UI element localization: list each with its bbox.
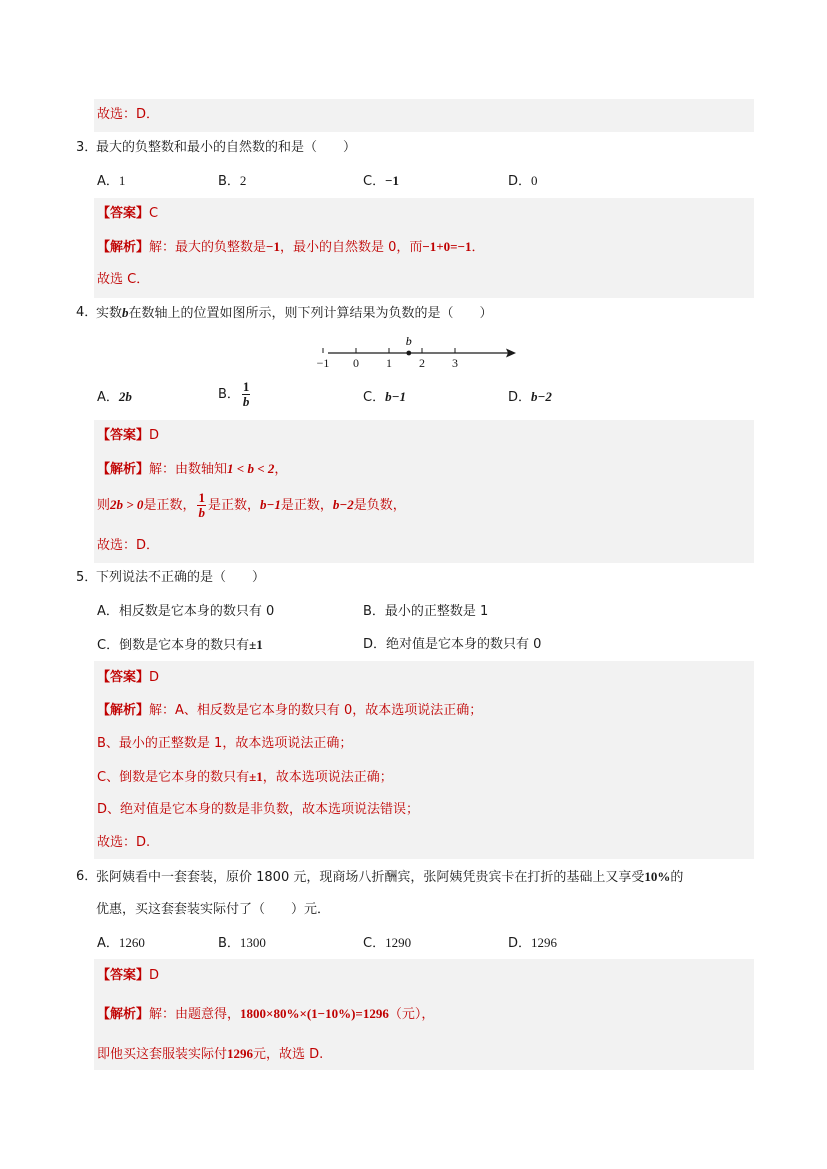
- analysis-text: ，最小的自然数是 0，而: [279, 240, 423, 255]
- option-text: 相反数是它本身的数只有 0: [118, 604, 275, 619]
- fraction-denominator: b: [198, 505, 205, 520]
- q5-answer: [97, 669, 159, 687]
- q3-option-c: [363, 172, 399, 191]
- option-text: 1: [118, 173, 126, 188]
- analysis-text: 解：由数轴知: [149, 462, 228, 477]
- option-text: 2: [239, 173, 247, 188]
- q5-analysis: [97, 702, 482, 720]
- q3-option-b: [218, 172, 246, 191]
- q4-answer-box: [94, 420, 754, 563]
- q3-answer-box: [94, 198, 754, 298]
- option-label: C．: [363, 936, 386, 951]
- q3-number: 3．: [76, 140, 98, 155]
- number-line-tick-label: 1: [386, 356, 392, 370]
- option-label: B．: [218, 387, 240, 402]
- analysis-text: 元，故选 D.: [253, 1047, 324, 1062]
- analysis-text: 解：A、相反数是它本身的数只有 0，故本选项说法正确；: [149, 703, 483, 718]
- q6-option-c: [363, 934, 411, 953]
- option-text: b−2: [531, 389, 552, 404]
- analysis-text: 即他买这套服装实际付: [97, 1047, 228, 1062]
- fraction-numerator: 1: [198, 490, 205, 505]
- option-text: 2b: [118, 389, 132, 404]
- math-expr: b−1: [259, 497, 281, 512]
- option-label: B．: [363, 604, 385, 619]
- q5-analysis-c: [97, 768, 393, 787]
- fraction: [197, 491, 206, 520]
- q5-answer-box: [94, 661, 754, 859]
- q4-option-a: [97, 388, 132, 407]
- q6-option-d: [508, 934, 557, 953]
- option-label: A．: [97, 936, 119, 951]
- math-expr: ±1: [249, 769, 263, 784]
- q6-answer: [97, 967, 159, 985]
- q4-stem: [96, 304, 493, 323]
- option-label: A．: [97, 390, 119, 405]
- option-label: C．: [97, 638, 120, 653]
- math-expr: 1 < b < 2: [227, 461, 275, 476]
- number-line-tick-label: −1: [316, 356, 330, 370]
- fraction-denominator: b: [242, 394, 250, 409]
- option-label: D．: [508, 174, 532, 189]
- q6-number: 6．: [76, 869, 98, 884]
- analysis-text: 是负数，: [353, 498, 406, 513]
- answer-value: D: [149, 428, 160, 443]
- option-text: 1300: [239, 935, 266, 950]
- q4-analysis: [97, 460, 287, 479]
- math-expr: −1: [266, 239, 280, 254]
- q3-conclusion: 故选 C．: [97, 272, 150, 287]
- option-label: D．: [508, 390, 532, 405]
- stem-text: 在数轴上的位置如图所示，则下列计算结果为负数的是（ ）: [128, 306, 493, 321]
- q3-option-d: [508, 172, 538, 191]
- number-line-tick-label: 3: [452, 356, 458, 370]
- option-label: C．: [363, 174, 386, 189]
- stem-text: 实数: [96, 306, 123, 321]
- option-text: 1290: [385, 935, 412, 950]
- q3-answer: [97, 205, 158, 223]
- q5-number: 5．: [76, 570, 98, 585]
- answer-tag: 【答案】: [97, 206, 150, 221]
- q4-option-c: [363, 388, 406, 407]
- q5-option-a: [97, 603, 274, 621]
- math-expr: 10%: [644, 869, 671, 884]
- math-expr: −1+0=−1: [422, 239, 472, 254]
- number-line: [316, 333, 522, 373]
- q5-analysis-b: B、最小的正整数是 1，故本选项说法正确；: [97, 736, 353, 751]
- q3-stem: 最大的负整数和最小的自然数的和是（ ）: [96, 140, 357, 155]
- analysis-text: C、倒数是它本身的数只有: [97, 770, 250, 785]
- q4-option-b: [218, 380, 252, 409]
- option-label: A．: [97, 174, 119, 189]
- q4-conclusion: 故选：D．: [97, 538, 160, 553]
- q3-option-a: [97, 172, 125, 191]
- math-expr: ±1: [249, 637, 263, 652]
- analysis-text: 是正数，: [280, 498, 333, 513]
- option-text: −1: [385, 173, 399, 188]
- stem-text: 的: [670, 870, 684, 885]
- answer-value: D: [149, 968, 160, 983]
- q4-analysis-line2: [97, 488, 406, 523]
- analysis-text: 是正数，: [207, 498, 260, 513]
- analysis-tag: 【解析】: [97, 703, 150, 718]
- analysis-text: （元），: [388, 1007, 435, 1022]
- option-text: 1260: [118, 935, 145, 950]
- q5-stem: 下列说法不正确的是（ ）: [96, 570, 266, 585]
- prev-conclusion: 故选：D．: [97, 107, 160, 122]
- fraction-numerator: 1: [242, 379, 250, 394]
- q5-conclusion: 故选：D.: [97, 835, 151, 850]
- answer-value: C: [149, 206, 159, 221]
- analysis-text: ．: [471, 240, 485, 255]
- option-text: 倒数是它本身的数只有: [119, 638, 250, 653]
- q6-answer-box: [94, 959, 754, 1070]
- option-label: C．: [363, 390, 386, 405]
- analysis-tag: 【解析】: [97, 1007, 150, 1022]
- math-expr: b−2: [332, 497, 354, 512]
- analysis-tag: 【解析】: [97, 462, 150, 477]
- number-line-tick-label: 0: [353, 356, 359, 370]
- analysis-text: 是正数，: [143, 498, 196, 513]
- point-b-label: b: [405, 334, 412, 348]
- answer-tag: 【答案】: [97, 968, 150, 983]
- q4-number: 4．: [76, 305, 98, 320]
- point-b: [406, 351, 411, 356]
- q6-option-a: [97, 934, 145, 953]
- analysis-text: 则: [97, 498, 111, 513]
- option-label: D．: [508, 936, 532, 951]
- option-text: 最小的正整数是 1: [384, 604, 489, 619]
- analysis-text: ，: [274, 462, 288, 477]
- q6-analysis-line2: [97, 1045, 323, 1064]
- analysis-tag: 【解析】: [97, 240, 150, 255]
- option-text: 绝对值是它本身的数只有 0: [386, 637, 542, 652]
- analysis-text: 解：由题意得，: [149, 1007, 241, 1022]
- fraction: [242, 380, 251, 409]
- q6-stem: [96, 868, 683, 887]
- number-line-tick-label: 2: [419, 356, 425, 370]
- q6-stem-line2: 优惠，买这套套装实际付了（ ）元．: [96, 902, 331, 917]
- q6-option-b: [218, 934, 266, 953]
- q5-option-d: [363, 636, 541, 654]
- answer-tag: 【答案】: [97, 670, 150, 685]
- option-text: b−1: [385, 389, 406, 404]
- option-text: 1296: [531, 935, 558, 950]
- prev-answer-box: [94, 99, 754, 132]
- option-label: B．: [218, 936, 240, 951]
- analysis-text: 解：最大的负整数是: [149, 240, 267, 255]
- stem-text: 张阿姨看中一套套装，原价 1800 元，现商场八折酬宾，张阿姨凭贵宾卡在打折的基础上又享受: [96, 870, 645, 885]
- answer-tag: 【答案】: [97, 428, 150, 443]
- q3-analysis: [97, 238, 485, 257]
- math-var: b: [122, 305, 129, 320]
- q4-option-d: [508, 388, 552, 407]
- option-text: 0: [531, 173, 538, 188]
- q6-analysis: [97, 1005, 434, 1024]
- option-label: B．: [218, 174, 240, 189]
- q5-option-b: [363, 603, 488, 621]
- math-expr: 1800×80%×(1−10%)=1296: [240, 1006, 389, 1021]
- q4-answer: [97, 427, 159, 445]
- answer-value: D: [149, 670, 160, 685]
- q5-analysis-d: D、绝对值是它本身的数是非负数，故本选项说法错误；: [97, 802, 420, 817]
- option-label: A．: [97, 604, 119, 619]
- math-expr: 2b > 0: [110, 497, 144, 512]
- math-expr: 1296: [227, 1046, 254, 1061]
- analysis-text: ，故本选项说法正确；: [262, 770, 393, 785]
- option-label: D．: [363, 637, 387, 652]
- q5-option-c: [97, 636, 263, 655]
